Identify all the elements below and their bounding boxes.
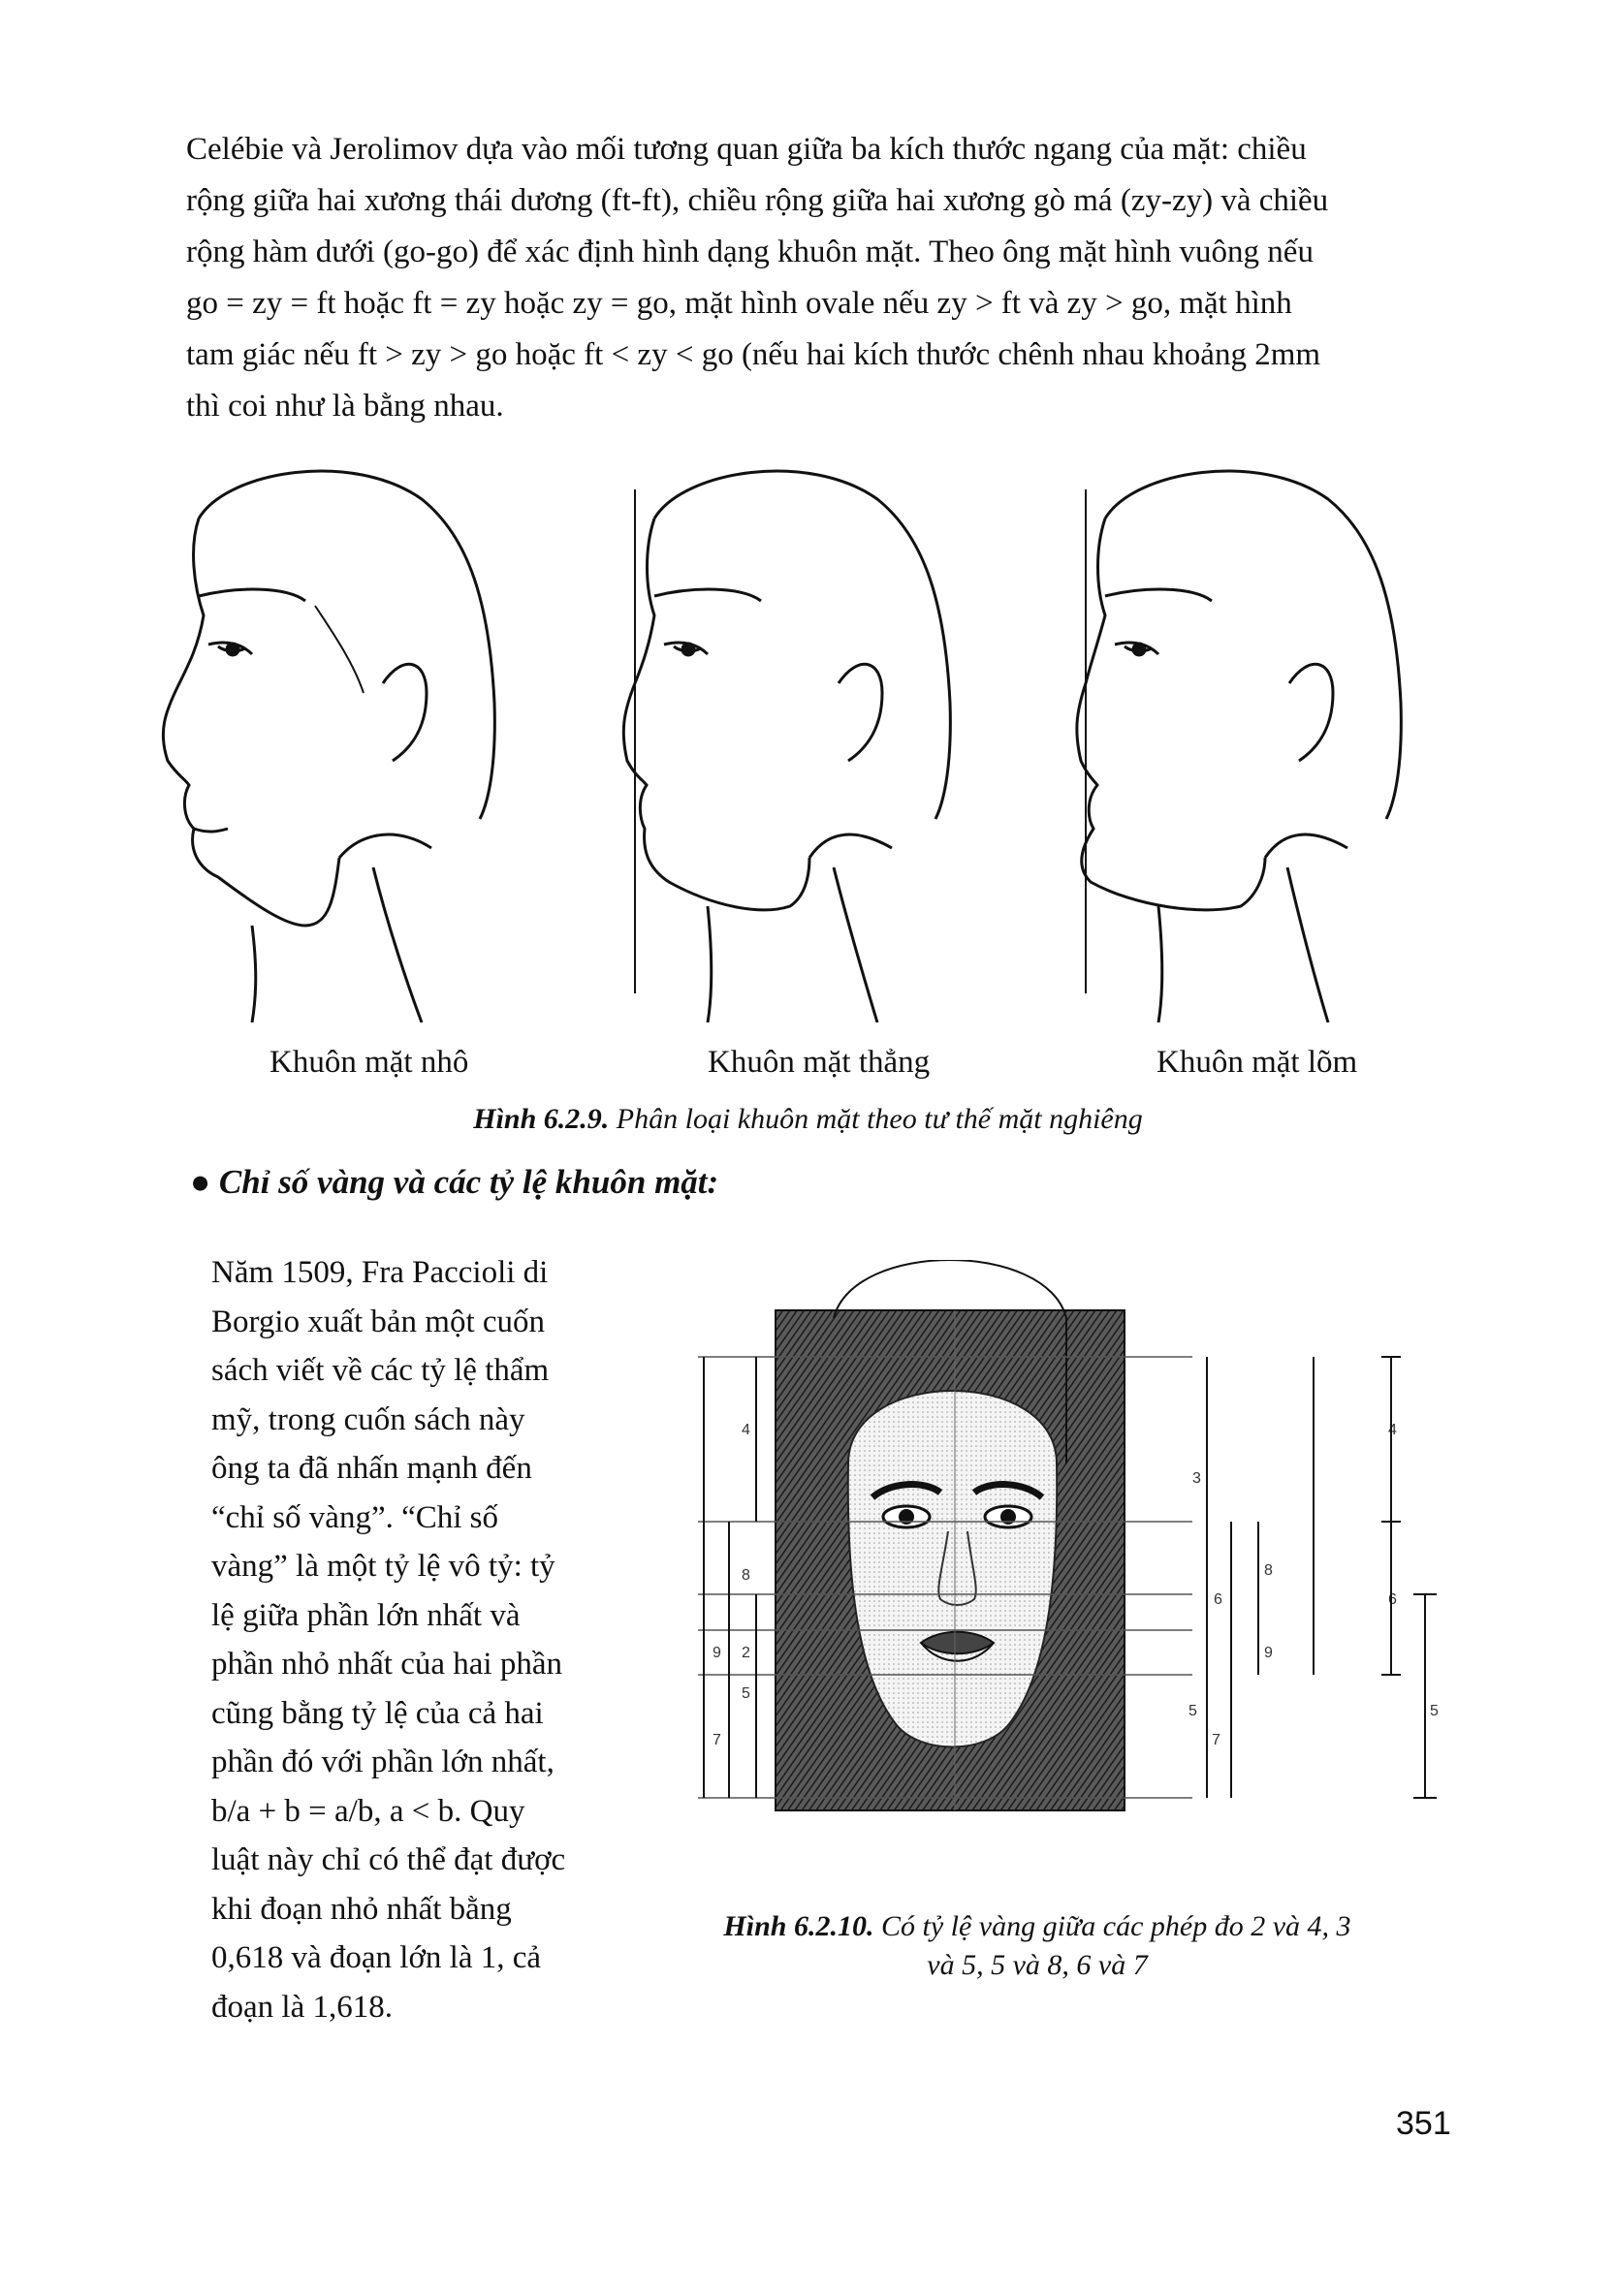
paragraph-line: ông ta đã nhấn mạnh đến [211,1451,532,1486]
page-number: 351 [1396,2105,1451,2142]
paragraph-line: Năm 1509, Fra Paccioli di [211,1255,549,1290]
straight-profile-drawing [623,471,950,1022]
paragraph-line: Celébie và Jerolimov dựa vào mối tương quan giữa ba kích thước ngang của mặt: chiều [186,132,1307,167]
section-heading [190,1163,718,1202]
paragraph-line: mỹ, trong cuốn sách này [211,1401,525,1437]
measure-label: 4 [742,1422,750,1438]
paragraph-line: cũng bằng tỷ lệ của cả hai [211,1695,544,1731]
paragraph-line: rộng giữa hai xương thái dương (ft-ft), chiều rộng giữa hai xương gò má (zy-zy) và chiều [186,183,1329,218]
figure-caption-text: và 5, 5 và 8, 6 và 7 [927,1949,1148,1981]
figure-number: Hình 6.2.10. [723,1910,874,1942]
paragraph-line: rộng hàm dưới (go-go) để xác định hình dạng khuôn mặt. Theo ông mặt hình vuông nếu [186,235,1314,269]
measure-label: 7 [1212,1732,1220,1748]
paragraph-line: phần đó với phần lớn nhất, [211,1745,555,1779]
intro-paragraph [186,124,1456,432]
measure-label: 4 [1388,1422,1397,1438]
measure-label: 3 [1192,1470,1201,1487]
measure-label: 9 [713,1645,721,1661]
paragraph-line: 0,618 và đoạn lớn là 1, cả [211,1940,542,1975]
paragraph-line: khi đoạn nhỏ nhất bằng [211,1891,512,1927]
measure-label: 7 [713,1732,721,1748]
measure-label: 6 [1388,1591,1397,1608]
paragraph-line: sách viết về các tỷ lệ thẩm [211,1353,550,1388]
figure-number: Hình 6.2.9. [473,1103,610,1135]
section-heading-text: Chỉ số vàng và các tỷ lệ khuôn mặt: [218,1163,719,1201]
paragraph-line: Borgio xuất bản một cuốn [211,1304,546,1339]
paragraph-line: b/a + b = a/b, a < b. Quy [211,1793,525,1829]
figure-caption [669,1907,1406,1985]
paragraph-line: vàng” là một tỷ lệ vô tỷ: tỷ [211,1549,555,1584]
face-outline [848,1391,1057,1747]
profile-faces-illustration [160,441,1459,1022]
figure-caption-text: Có tỷ lệ vàng giữa các phép đo 2 và 4, 3 [873,1910,1351,1942]
concave-face-label: Khuôn mặt lõm [1157,1045,1358,1080]
paragraph-line: luật này chỉ có thể đạt được [211,1842,566,1877]
measure-label: 8 [1264,1562,1273,1579]
paragraph-line: lệ giữa phần lớn nhất và [211,1597,521,1633]
measure-label: 5 [1430,1703,1439,1719]
measure-label: 8 [742,1567,750,1584]
paragraph-line: đoạn là 1,618. [211,1989,393,2025]
measure-label: 9 [1264,1645,1273,1661]
bullet-icon: ● [190,1163,211,1201]
measure-label: 6 [1214,1591,1222,1608]
golden-ratio-face-figure [640,1260,1454,1861]
paragraph-line: “chỉ số vàng”. “Chỉ số [211,1499,499,1535]
paragraph-line: thì coi như là bằng nhau. [186,389,504,424]
paragraph-line: tam giác nếu ft > zy > go hoặc ft < zy < go (nếu hai kích thước chênh nhau khoảng 2mm [186,337,1321,372]
convex-profile-drawing [163,471,494,1022]
straight-face-label: Khuôn mặt thẳng [708,1045,931,1080]
golden-ratio-paragraph [211,1248,594,2031]
paragraph-line: phần nhỏ nhất của hai phần [211,1647,562,1682]
paragraph-line: go = zy = ft hoặc ft = zy hoặc zy = go, mặt hình ovale nếu zy > ft và zy > go, mặt hình [186,286,1292,321]
figure-caption [0,1103,1616,1136]
convex-face-label: Khuôn mặt nhô [269,1045,469,1080]
measure-label: 2 [742,1645,750,1661]
concave-profile-drawing [1077,471,1401,1022]
measure-label: 5 [1188,1703,1197,1719]
measure-label: 5 [742,1685,750,1702]
figure-caption-text: Phân loại khuôn mặt theo tư thế mặt nghiêng [609,1103,1143,1135]
